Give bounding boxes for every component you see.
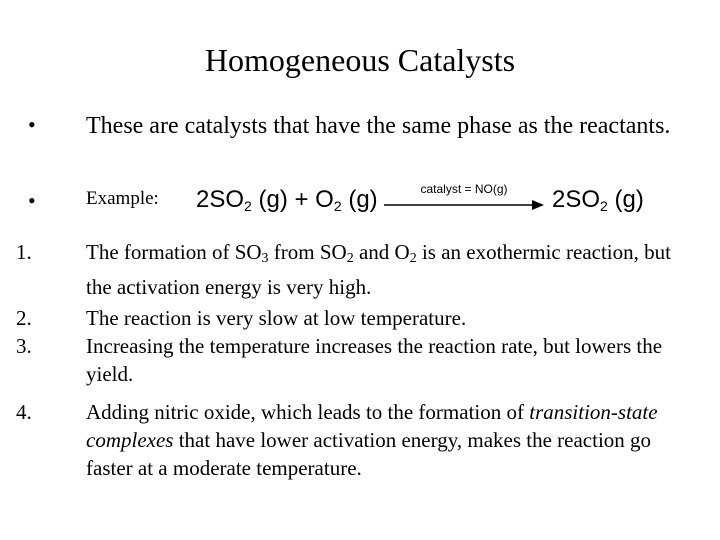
equation-reactants <box>196 186 378 214</box>
product-phase: (g) <box>607 186 644 213</box>
list-item-text <box>86 398 686 482</box>
list-item-number: 4. <box>16 400 32 424</box>
chemical-equation <box>196 180 656 220</box>
product-so2: 2SO <box>552 186 601 213</box>
text-segment: The formation of SO <box>86 240 262 264</box>
equation-products <box>552 186 644 214</box>
catalyst-label: catalyst = NO(g) <box>420 182 508 196</box>
text-segment: and O <box>353 240 410 264</box>
text-segment: Adding nitric oxide, which leads to the formation of <box>86 400 530 424</box>
reactant-so2: 2SO <box>196 186 245 213</box>
list-item-text: The reaction is very slow at low temperature. <box>86 306 467 330</box>
product-so2-subscript: 2 <box>600 198 608 214</box>
list-item-number: 1. <box>16 240 32 264</box>
reactant-o2-part: (g) + O <box>251 186 334 213</box>
reactant-o2-phase: (g) <box>341 186 378 213</box>
list-item-text <box>86 238 686 301</box>
reactant-so2-subscript: 2 <box>244 198 252 214</box>
slide-title: Homogeneous Catalysts <box>204 42 516 78</box>
list-item-number: 3. <box>16 334 32 358</box>
subscript: 2 <box>346 251 354 266</box>
subscript: 3 <box>261 251 269 266</box>
list-item-text: Increasing the temperature increases the reaction rate, but lowers the yield. <box>86 334 663 386</box>
bullet-1-text: These are catalysts that have the same phase as the reactants. <box>86 113 671 139</box>
subscript: 2 <box>409 251 417 266</box>
example-label: Example: <box>86 188 159 209</box>
arrow-right-icon <box>382 180 546 220</box>
emphasized-term: transition-state complexes <box>86 400 658 452</box>
reaction-arrow <box>382 180 546 220</box>
list-item-number: 2. <box>16 306 32 330</box>
text-segment: is an exothermic reaction, but the activation energy is very high. <box>86 240 671 299</box>
bullet-1-mark: • <box>28 112 36 137</box>
bullet-2-mark: • <box>28 188 36 213</box>
reactant-o2-subscript: 2 <box>333 198 342 214</box>
text-segment: that have lower activation energy, makes the reaction go faster at a moderate temperature. <box>86 428 652 480</box>
text-segment: from SO <box>268 240 347 264</box>
